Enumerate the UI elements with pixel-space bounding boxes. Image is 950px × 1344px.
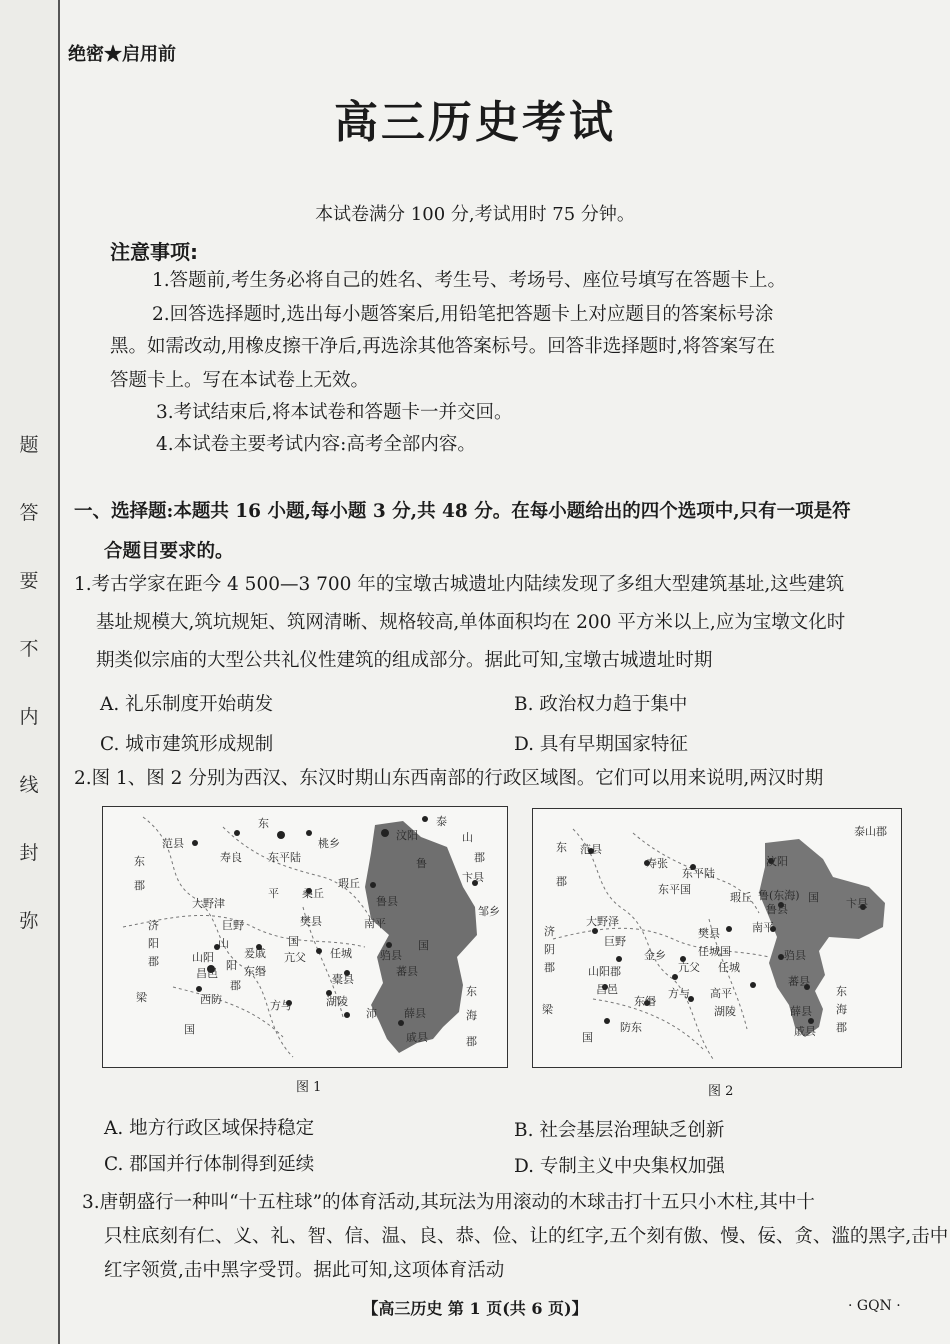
- map-label: 阳: [148, 937, 159, 950]
- map-label: 昌邑: [196, 967, 218, 980]
- map-label: 卞县: [846, 897, 868, 910]
- paper-code: · GQN ·: [848, 1298, 901, 1314]
- map-label: 东平陆: [682, 867, 715, 880]
- seal-char: 线: [19, 774, 39, 796]
- map-label: 卞县: [462, 871, 484, 884]
- map-label: 昌邑: [596, 983, 618, 996]
- map-label: 东: [134, 855, 145, 868]
- map-label: 海: [466, 1009, 477, 1022]
- note-item: 3.考试结束后,将本试卷和答题卡一并交回。: [156, 402, 513, 423]
- map-label: 国: [288, 935, 299, 948]
- map-label: 东: [556, 841, 567, 854]
- map-label: 东: [466, 985, 477, 998]
- map-label: 瑕丘: [730, 891, 752, 904]
- seal-char: 弥: [19, 910, 39, 932]
- map-label: 郡: [836, 1021, 847, 1034]
- map-label: 任城: [718, 961, 740, 974]
- question-3-stem: 3.唐朝盛行一种叫“十五柱球”的体育活动,其玩法为用滚动的木球击打十五只小木柱,其中十: [82, 1192, 815, 1213]
- seal-warning-text: [14, 428, 44, 938]
- note-item: 4.本试卷主要考试内容:高考全部内容。: [156, 434, 476, 455]
- map-label: 金乡: [644, 949, 666, 962]
- map-label: 济: [544, 925, 555, 938]
- map-label: 南平: [752, 921, 774, 934]
- map-2-shaded-region: [759, 839, 885, 1037]
- map-label: 湖陵: [326, 995, 348, 1008]
- map-label: 国: [808, 891, 819, 904]
- map-label: 任城: [330, 947, 352, 960]
- question-3-stem: 红字领赏,击中黑字受罚。据此可知,这项体育活动: [104, 1260, 505, 1281]
- map-label: 沛: [366, 1007, 377, 1020]
- map-label: 梁: [136, 991, 147, 1004]
- figure-1-caption: 图 1: [296, 1080, 322, 1095]
- seal-char: 答: [19, 502, 39, 524]
- question-1-option-a: A. 礼乐制度开始萌发: [100, 694, 274, 715]
- seal-char: 内: [19, 706, 39, 728]
- map-label: 蕃县: [396, 965, 418, 978]
- map-label: 驺县: [380, 949, 402, 962]
- map-label: 郡: [148, 955, 159, 968]
- map-label: 国: [418, 939, 429, 952]
- map-label: 南平: [364, 917, 386, 930]
- seal-char: 题: [19, 434, 39, 456]
- map-label: 郡: [230, 979, 241, 992]
- map-label: 鲁县: [766, 903, 788, 916]
- map-label: 国: [582, 1031, 593, 1044]
- map-label: 薛县: [404, 1007, 426, 1020]
- map-label: 大野泽: [586, 915, 619, 928]
- question-2-option-c: C. 郡国并行体制得到延续: [104, 1154, 315, 1175]
- map-label: 橐县: [332, 973, 354, 986]
- map-label: 桃乡: [318, 837, 340, 850]
- map-label: 薛县: [790, 1005, 812, 1018]
- map-label: 东平国: [658, 883, 691, 896]
- figure-2-caption: 图 2: [708, 1084, 734, 1099]
- seal-char: 封: [19, 842, 39, 864]
- map-label: 郡: [466, 1035, 477, 1048]
- map-label: 泰山郡: [854, 825, 887, 838]
- note-item: 1.答题前,考生务必将自己的姓名、考生号、考场号、座位号填写在答题卡上。: [152, 270, 787, 291]
- section-title-line: 一、选择题:本题共 16 小题,每小题 3 分,共 48 分。在每小题给出的四个选项中,只有一项是符: [74, 501, 851, 522]
- map-label: 郡: [556, 875, 567, 888]
- question-2-option-d: D. 专制主义中央集权加强: [514, 1156, 725, 1177]
- map-label: 泰: [436, 815, 447, 828]
- map-label: 大野津: [192, 897, 225, 910]
- map-label: 鲁县: [376, 895, 398, 908]
- note-item: 黑。如需改动,用橡皮擦干净后,再选涂其他答案标号。回答非选择题时,将答案写在: [110, 336, 776, 357]
- note-item: 2.回答选择题时,选出每小题答案后,用铅笔把答题卡上对应题目的答案标号涂: [152, 304, 774, 325]
- map-label: 范县: [580, 843, 602, 856]
- map-label: 阳: [226, 959, 237, 972]
- question-1-option-b: B. 政治权力趋于集中: [514, 694, 688, 715]
- question-1-option-d: D. 具有早期国家特征: [514, 734, 688, 755]
- score-time-line: 本试卷满分 100 分,考试用时 75 分钟。: [315, 204, 635, 225]
- map-label: 亢父: [678, 961, 700, 974]
- map-label: 驺县: [784, 949, 806, 962]
- map-label: 瑕丘: [338, 877, 360, 890]
- map-label: 戚县: [794, 1025, 816, 1038]
- map-label: 鲁(东海): [758, 889, 800, 902]
- question-1-stem: 基址规模大,筑坑规矩、筑网清晰、规格较高,单体面积均在 200 平方米以上,应为宝墩文化时: [96, 612, 846, 633]
- map-label: 西防: [200, 993, 222, 1006]
- page-footer: 【高三历史 第 1 页(共 6 页)】: [362, 1299, 588, 1318]
- map-label: 巨野: [222, 919, 244, 932]
- map-label: 郡: [474, 851, 485, 864]
- map-label: 郡: [544, 961, 555, 974]
- map-label: 平: [268, 887, 279, 900]
- map-label: 东平陆: [268, 851, 301, 864]
- map-label: 郡: [134, 879, 145, 892]
- seal-char: 要: [19, 570, 39, 592]
- map-label: 阴: [544, 943, 555, 956]
- map-label: 高平: [710, 987, 732, 1000]
- map-label: 邹乡: [478, 905, 500, 918]
- map-label: 山: [218, 937, 229, 950]
- map-label: 樊县: [698, 927, 720, 940]
- page-title: 高三历史考试: [334, 97, 616, 148]
- question-3-stem: 只柱底刻有仁、义、礼、智、信、温、良、恭、俭、让的红字,五个刻有傲、慢、佞、贪、滥的黑字,击中: [104, 1226, 949, 1247]
- map-label: 汶阳: [766, 855, 788, 868]
- map-label: 山: [462, 831, 473, 844]
- map-label: 汶阳: [396, 829, 418, 842]
- map-label: 方与: [270, 999, 292, 1012]
- map-label: 寿良: [220, 851, 242, 864]
- map-label: 桑丘: [302, 887, 324, 900]
- map-label: 方与: [668, 987, 690, 1000]
- question-1-option-c: C. 城市建筑形成规制: [100, 734, 274, 755]
- question-2-stem: 2.图 1、图 2 分别为西汉、东汉时期山东西南部的行政区域图。它们可以用来说明,两汉时期: [74, 768, 824, 789]
- map-label: 东缗: [634, 995, 656, 1008]
- map-1-boundaries: [123, 817, 371, 1057]
- map-label: 济: [148, 919, 159, 932]
- map-label: 任城国: [698, 945, 731, 958]
- section-title: [74, 492, 936, 572]
- map-label: 爰戚: [244, 947, 266, 960]
- map-label: 东缗: [244, 965, 266, 978]
- map-label: 东: [258, 817, 269, 830]
- map-label: 范县: [162, 837, 184, 850]
- map-label: 湖陵: [714, 1005, 736, 1018]
- map-label: 寿张: [646, 857, 668, 870]
- map-label: 东: [836, 985, 847, 998]
- seal-char: 不: [19, 638, 39, 660]
- map-label: 巨野: [604, 935, 626, 948]
- map-label: 戚县: [406, 1031, 428, 1044]
- map-label: 国: [184, 1023, 195, 1036]
- map-label: 蕃县: [788, 975, 810, 988]
- map-label: 山阳郡: [588, 965, 621, 978]
- note-item: 答题卡上。写在本试卷上无效。: [110, 370, 370, 391]
- section-title-line: 合题目要求的。: [104, 541, 234, 562]
- map-label: 鲁: [416, 857, 427, 870]
- map-label: 海: [836, 1003, 847, 1016]
- map-label: 防东: [620, 1021, 642, 1034]
- question-2-option-a: A. 地方行政区域保持稳定: [104, 1118, 315, 1139]
- map-label: 樊县: [300, 915, 322, 928]
- question-1-stem: 1.考古学家在距今 4 500—3 700 年的宝墩古城遗址内陆续发现了多组大型建筑基址,这些建筑: [74, 574, 845, 595]
- confidential-mark: 绝密★启用前: [68, 44, 176, 65]
- map-label: 亢父: [284, 951, 306, 964]
- question-2-option-b: B. 社会基层治理缺乏创新: [514, 1120, 725, 1141]
- map-label: 梁: [542, 1003, 553, 1016]
- map-label: 山阳: [192, 951, 214, 964]
- notes-heading: 注意事项:: [110, 240, 198, 264]
- question-1-stem: 期类似宗庙的大型公共礼仪性建筑的组成部分。据此可知,宝墩古城遗址时期: [96, 650, 713, 671]
